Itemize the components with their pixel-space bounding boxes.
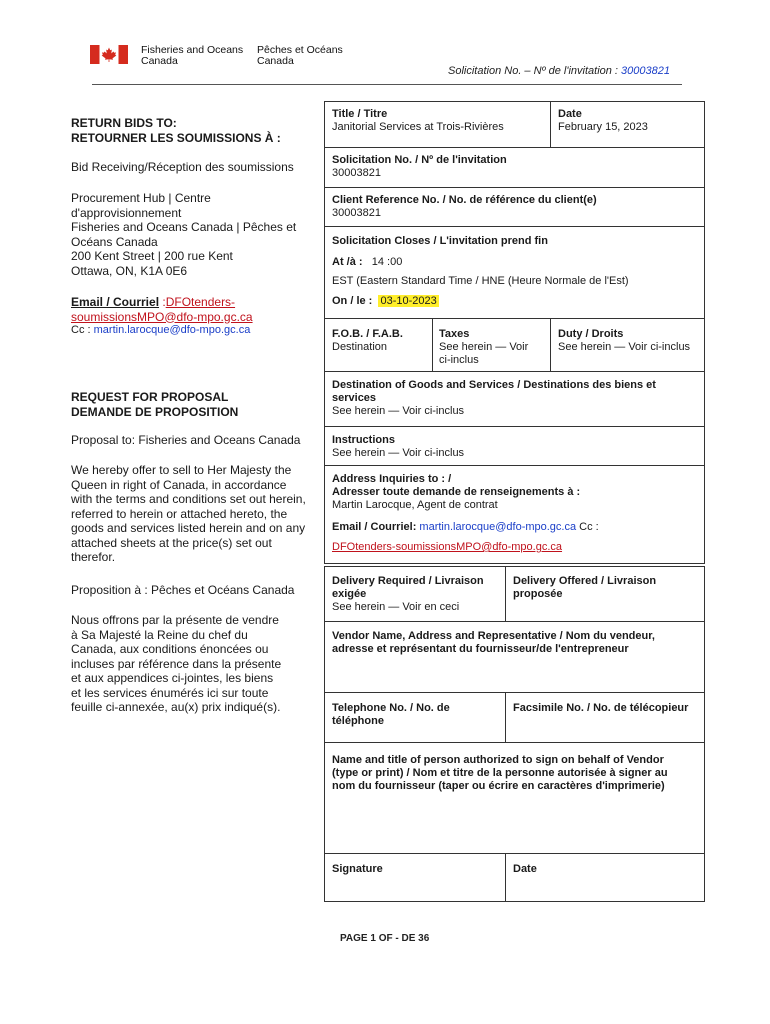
inquiries-email: Email / Courriel: martin.larocque@dfo-mpo.gc.ca Cc :	[332, 521, 599, 533]
solicitation-number-field: Solicitation No. / Nº de l'invitation 30003821	[332, 154, 507, 179]
title-field: Title / Titre Janitorial Services at Trois-Rivières	[332, 108, 504, 133]
department-name-en: Fisheries and Oceans Canada	[141, 44, 244, 67]
duty-field: Duty / Droits See herein — Voir ci-inclus	[558, 328, 691, 353]
inquiries-cc-link[interactable]: DFOtenders-soumissionsMPO@dfo-mpo.gc.ca	[332, 541, 563, 553]
date-field: Date February 15, 2023	[558, 108, 648, 133]
email-link-part2[interactable]: soumissionsMPO@dfo-mpo.gc.ca	[71, 309, 253, 324]
inquiries-field: Address Inquiries to : / Adresser toute demande de renseignements à : Martin Larocque, Agent de contrat	[332, 473, 581, 511]
closing-timezone: EST (Eastern Standard Time / HNE (Heure Normale de l'Est)	[332, 275, 629, 287]
proposition-fr: Proposition à : Pêches et Océans Canada	[71, 583, 295, 597]
signature-date-field[interactable]: Date	[513, 863, 537, 875]
offer-text-en: We hereby offer to sell to Her Majesty the Queen in right of Canada, in accordance with the terms and conditions set out herein, referred to herein or attached hereto, the goods and services listed herein and on any attached sheets at the price(s) set out therefor.	[71, 463, 306, 564]
vendor-info-form	[324, 566, 705, 902]
instructions-field: Instructions See herein — Voir ci-inclus	[332, 434, 465, 459]
authorized-person-field[interactable]: Name and title of person authorized to sign on behalf of Vendor (type or print) / Nom et titre de la personne autorisée à signer au nom du fournisseur (taper ou écrire en caractères d'imprimerie)	[332, 754, 668, 792]
return-bids-heading: RETURN BIDS TO: RETOURNER LES SOUMISSIONS À :	[71, 116, 281, 145]
destination-field: Destination of Goods and Services / Destinations des biens et services See herein — Voir ci-inclus	[332, 379, 656, 417]
closing-label: Solicitation Closes / L'invitation prend fin	[332, 235, 548, 247]
client-reference-field: Client Reference No. / No. de référence du client(e) 30003821	[332, 194, 597, 219]
signature-field[interactable]: Signature	[332, 863, 383, 875]
delivery-offered-field[interactable]: Delivery Offered / Livraison proposée	[513, 575, 657, 600]
cc-email-link[interactable]: martin.larocque@dfo-mpo.gc.ca	[93, 324, 251, 336]
closing-time: At /à : 14 :00	[332, 256, 403, 268]
taxes-field: Taxes See herein — Voir ci-inclus	[439, 328, 529, 366]
canada-flag-icon	[90, 45, 128, 64]
inquiries-cc	[332, 541, 562, 554]
delivery-required-field: Delivery Required / Livraison exigée See herein — Voir en ceci	[332, 575, 484, 613]
header-divider	[92, 84, 682, 85]
fob-field: F.O.B. / F.A.B. Destination	[332, 328, 403, 353]
return-cc: Cc : martin.larocque@dfo-mpo.gc.ca	[71, 324, 251, 336]
offer-text-fr: Nous offrons par la présente de vendre à Sa Majesté la Reine du chef du Canada, aux conditions énoncées ou incluses par référence dans la présente et aux appendices ci-jointes, les biens et les services énumérés ici sur toute feuille ci-annexée, au(x) prix indiqué(s).	[71, 613, 282, 714]
telephone-field[interactable]: Telephone No. / No. de téléphone	[332, 702, 450, 727]
header-solicitation-number: Solicitation No. – Nº de l'invitation : 30003821	[448, 65, 670, 77]
page-number: PAGE 1 OF - DE 36	[340, 933, 430, 944]
proposal-to: Proposal to: Fisheries and Oceans Canada	[71, 433, 301, 447]
facsimile-field[interactable]: Facsimile No. / No. de télécopieur	[513, 702, 689, 714]
email-link-part1[interactable]: DFOtenders-	[165, 295, 236, 309]
inquiries-email-link[interactable]: martin.larocque@dfo-mpo.gc.ca	[419, 521, 577, 533]
department-name-fr: Pêches et Océans Canada	[257, 44, 343, 67]
vendor-name-field[interactable]: Vendor Name, Address and Representative / Nom du vendeur, adresse et représentant du fournisseur/de l'entrepreneur	[332, 630, 655, 655]
rfp-heading: REQUEST FOR PROPOSAL DEMANDE DE PROPOSITION	[71, 390, 239, 419]
bid-receiving: Bid Receiving/Réception des soumissions	[71, 160, 294, 174]
return-address: Procurement Hub | Centre d'approvisionnement Fisheries and Oceans Canada | Pêches et Océans Canada 200 Kent Street | 200 rue Kent Ottawa, ON, K1A 0E6	[71, 191, 297, 278]
return-email: Email / Courriel :DFOtenders- soumissionsMPO@dfo-mpo.gc.ca	[71, 295, 253, 324]
closing-date: On / le : 03-10-2023	[332, 295, 437, 307]
